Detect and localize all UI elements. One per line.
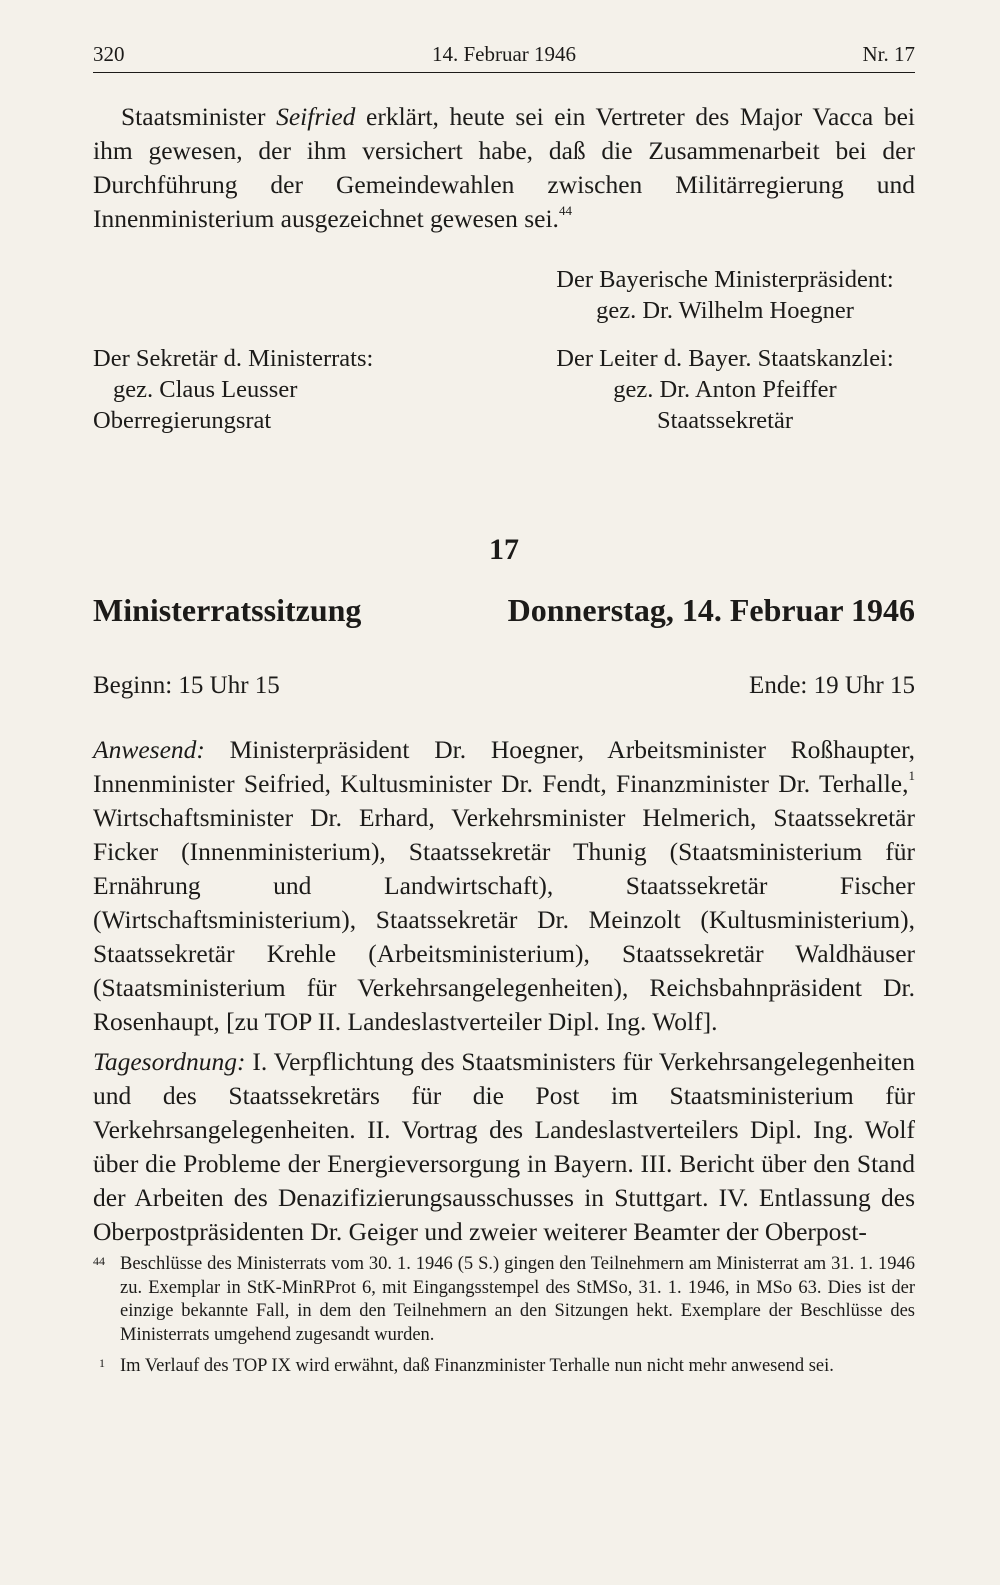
page-number: 320 bbox=[93, 42, 125, 66]
agenda-label: Tagesordnung: bbox=[93, 1047, 246, 1076]
attendance-label: Anwesend: bbox=[93, 735, 205, 764]
signature-secretary bbox=[93, 343, 413, 436]
signature-role: Der Bayerische Ministerpräsident: bbox=[556, 266, 894, 293]
document-date: Donnerstag, 14. Februar 1946 bbox=[507, 592, 915, 628]
document-title-row bbox=[93, 592, 915, 632]
signature-title: Staatssekretär bbox=[656, 407, 794, 434]
signature-name: gez. Dr. Wilhelm Hoegner bbox=[596, 297, 854, 324]
intro-paragraph bbox=[93, 100, 915, 236]
footnote-text: Beschlüsse des Ministerrats vom 30. 1. 1946 (5 S.) gingen den Teilnehmern am Ministerrat am 31. 1. 1946 zu. Exemplar in StK-MinRProt 6, mit Eingangsstempel des StMSo, 31. 1. 1946, in MSo 63. Dies ist der einzige bekannte Fall, in dem den Teilnehmern an den Sitzungen hekt. Exemplare der Beschlüsse des Ministerrats umgehend zugesandt wurden. bbox=[120, 1254, 915, 1345]
footnote-1 bbox=[93, 1355, 915, 1379]
signature-chancellery bbox=[535, 343, 915, 436]
footnote-mark: 1 bbox=[99, 1356, 105, 1370]
signature-name: gez. Dr. Anton Pfeiffer bbox=[613, 376, 837, 403]
signature-title: Oberregierungsrat bbox=[93, 407, 272, 434]
signature-name: gez. Claus Leusser bbox=[113, 376, 298, 403]
signature-role: Der Sekretär d. Ministerrats: bbox=[93, 345, 374, 372]
document-number: 17 bbox=[489, 533, 519, 566]
footnote-mark: 44 bbox=[93, 1254, 105, 1268]
signature-role: Der Leiter d. Bayer. Staatskanzlei: bbox=[556, 345, 894, 372]
attendance-paragraph bbox=[93, 733, 915, 1039]
intro-lead: Staatsminister bbox=[121, 102, 277, 131]
attendance-text-2: Wirtschaftsminister Dr. Erhard, Verkehrsminister Helmerich, Staatssekretär Ficker (Innenministerium), Staatssekretär Thunig (Staatsministerium für Ernährung und Landwirtschaft), Staatssekretär Fischer (Wirtschaftsministerium), Staatssekretär Dr. Meinzolt (Kultusministerium), Staatssekretär Krehle (Arbeitsministerium), Staatssekretär Waldhäuser (Staatsministerium für Verkehrsangelegenheiten), Reichsbahnpräsident Dr. Rosenhaupt, [zu TOP II. Landeslastverteiler Dipl. Ing. Wolf]. bbox=[93, 803, 915, 1036]
intro-minister-name: Seifried bbox=[276, 102, 356, 131]
footnote-ref-44[interactable]: 44 bbox=[558, 203, 572, 218]
agenda-paragraph bbox=[93, 1045, 915, 1249]
footnote-44 bbox=[93, 1253, 915, 1347]
session-end: Ende: 19 Uhr 15 bbox=[749, 672, 915, 699]
agenda-text: I. Verpflichtung des Staatsministers für Verkehrsangelegenheiten und des Staatssekretärs für die Post im Staatsministerium für Verkehrsangelegenheiten. II. Vortrag des Landeslastverteilers Dipl. Ing. Wolf über die Probleme der Energieversorgung in Bayern. III. Bericht über den Stand der Arbeiten des Denazifizierungsausschusses in Stuttgart. IV. Entlassung des Oberpostpräsidenten Dr. Geiger und zweier weiterer Beamter der Oberpost- bbox=[93, 1047, 915, 1246]
header-date: 14. Februar 1946 bbox=[431, 42, 577, 66]
attendance-text-1: Ministerpräsident Dr. Hoegner, Arbeitsminister Roßhaupter, Innenminister Seifried, Kultusminister Dr. Fendt, Finanzminister Dr. Terhalle, bbox=[93, 735, 915, 798]
footnote-ref-1[interactable]: 1 bbox=[908, 768, 915, 783]
document-number-header: Nr. 17 bbox=[862, 42, 915, 66]
document-title: Ministerratssitzung bbox=[93, 592, 362, 628]
running-header bbox=[93, 38, 915, 73]
footnote-text: Im Verlauf des TOP IX wird erwähnt, daß Finanzminister Terhalle nun nicht mehr anwesend sei. bbox=[120, 1356, 834, 1376]
signature-minister-president bbox=[535, 264, 915, 326]
session-begin: Beginn: 15 Uhr 15 bbox=[93, 672, 280, 699]
intro-text: erklärt, heute sei ein Vertreter des Major Vacca bei ihm gewesen, der ihm versichert habe, daß die Zusammenarbeit bei der Durchführung der Gemeindewahlen zwischen Militärregierung und Innenministerium ausgezeichnet gewesen sei. bbox=[93, 102, 915, 233]
